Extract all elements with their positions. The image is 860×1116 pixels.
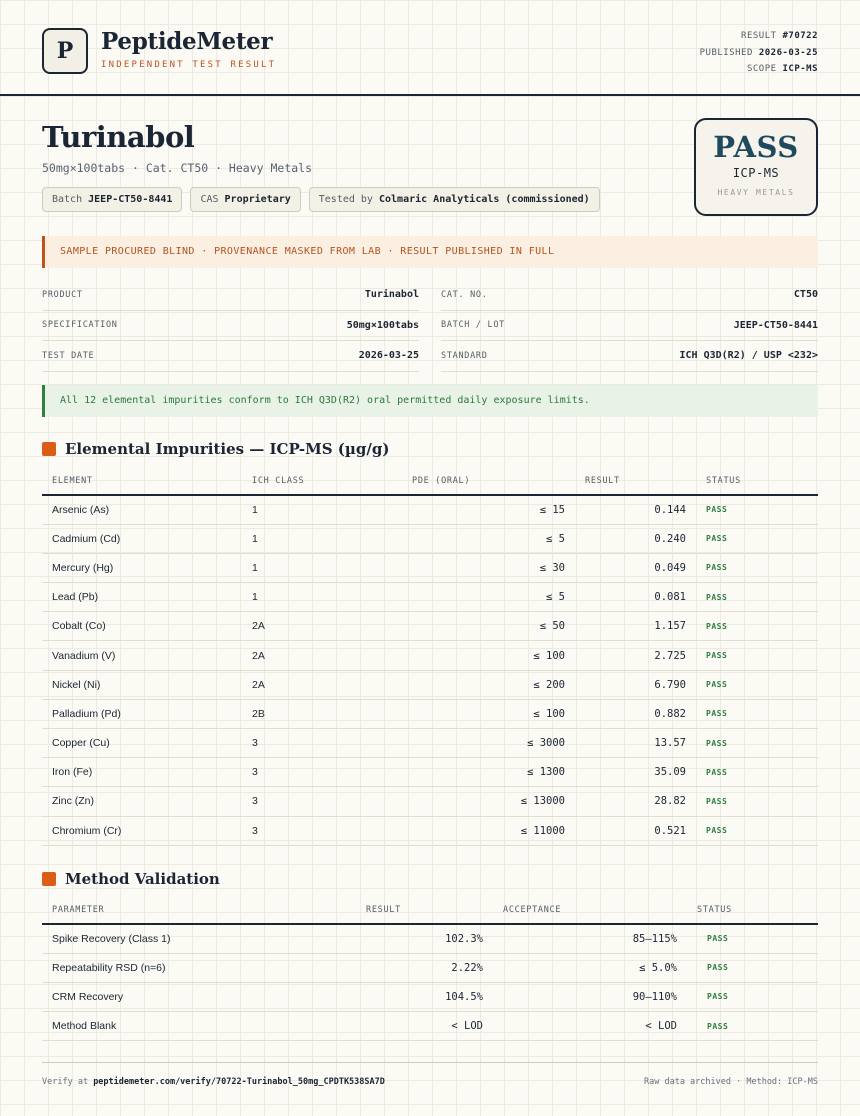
column-header: STATUS [696, 467, 818, 495]
pde-limit: ≤ 1300 [402, 758, 575, 787]
element-name: Mercury (Hg) [42, 553, 242, 582]
status-badge: PASS [696, 583, 818, 612]
section-marker-icon [42, 872, 56, 886]
info-value: Turinabol [364, 289, 419, 301]
info-value: 2026-03-25 [358, 350, 419, 362]
info-row [42, 341, 818, 372]
info-label: CAT. NO. [441, 289, 488, 300]
info-label: PRODUCT [42, 289, 83, 300]
info-label: TEST DATE [42, 350, 95, 361]
result-value: 35.09 [575, 758, 696, 787]
parameter-name: Repeatability RSD (n=6) [42, 953, 356, 982]
element-name: Cobalt (Co) [42, 612, 242, 641]
table-row [42, 982, 818, 1011]
pde-limit: ≤ 5 [402, 583, 575, 612]
product-subtitle: 50mg×100tabs · Cat. CT50 · Heavy Metals [42, 161, 313, 175]
column-header: STATUS [687, 896, 818, 924]
result-value: 28.82 [575, 787, 696, 816]
report-header [0, 0, 860, 96]
info-row [42, 311, 818, 342]
status-badge: PASS [696, 758, 818, 787]
table-row [42, 729, 818, 758]
meta-scope: SCOPE ICP-MS [746, 64, 818, 74]
table-row [42, 924, 818, 953]
result-value: 0.240 [575, 524, 696, 553]
pass-stamp [694, 118, 818, 216]
status-badge: PASS [696, 495, 818, 524]
status-badge: PASS [696, 729, 818, 758]
result-value: 0.049 [575, 553, 696, 582]
product-chips [42, 187, 600, 212]
result-value: 13.57 [575, 729, 696, 758]
status-badge: PASS [687, 953, 818, 982]
ich-class: 1 [242, 524, 402, 553]
table-header-row [42, 896, 818, 924]
column-header: PDE (ORAL) [402, 467, 575, 495]
info-value: ICH Q3D(R2) / USP <232> [679, 350, 818, 362]
pde-limit: ≤ 30 [402, 553, 575, 582]
report-meta [700, 28, 818, 78]
status-badge: PASS [696, 524, 818, 553]
result-value: 104.5% [356, 982, 493, 1011]
pde-limit: ≤ 100 [402, 699, 575, 728]
impurities-table [42, 467, 818, 846]
table-row [42, 787, 818, 816]
element-name: Palladium (Pd) [42, 699, 242, 728]
pde-limit: ≤ 5 [402, 524, 575, 553]
pde-limit: ≤ 13000 [402, 787, 575, 816]
element-name: Nickel (Ni) [42, 670, 242, 699]
element-name: Iron (Fe) [42, 758, 242, 787]
acceptance-criteria: < LOD [493, 1012, 687, 1041]
element-name: Cadmium (Cd) [42, 524, 242, 553]
chip-cas: CAS Proprietary [190, 187, 300, 212]
table-row [42, 758, 818, 787]
status-badge: PASS [696, 612, 818, 641]
section-title: Method Validation [65, 870, 220, 888]
table-row [42, 670, 818, 699]
table-header-row [42, 467, 818, 495]
status-badge: PASS [696, 641, 818, 670]
info-cell [441, 280, 818, 311]
pde-limit: ≤ 11000 [402, 816, 575, 845]
status-badge: PASS [696, 816, 818, 845]
ich-class: 3 [242, 787, 402, 816]
result-value: 2.725 [575, 641, 696, 670]
section-title: Elemental Impurities — ICP-MS (µg/g) [65, 440, 390, 458]
ich-class: 2A [242, 612, 402, 641]
status-badge: PASS [687, 1012, 818, 1041]
chip-batch: Batch JEEP-CT50-8441 [42, 187, 182, 212]
element-name: Lead (Pb) [42, 583, 242, 612]
pde-limit: ≤ 3000 [402, 729, 575, 758]
table-row [42, 612, 818, 641]
report-footer [42, 1062, 818, 1087]
acceptance-criteria: 85–115% [493, 924, 687, 953]
info-label: STANDARD [441, 350, 488, 361]
table-row [42, 583, 818, 612]
pde-limit: ≤ 50 [402, 612, 575, 641]
element-name: Vanadium (V) [42, 641, 242, 670]
product-title: Turinabol [42, 120, 195, 154]
result-value: < LOD [356, 1012, 493, 1041]
info-cell [441, 311, 818, 342]
info-label: BATCH / LOT [441, 320, 505, 331]
result-value: 102.3% [356, 924, 493, 953]
result-value: 6.790 [575, 670, 696, 699]
parameter-name: Spike Recovery (Class 1) [42, 924, 356, 953]
table-row [42, 699, 818, 728]
brand-name: PeptideMeter [101, 28, 273, 55]
meta-published: PUBLISHED 2026-03-25 [699, 47, 818, 58]
status-badge: PASS [696, 787, 818, 816]
validation-table [42, 896, 818, 1041]
acceptance-criteria: ≤ 5.0% [493, 953, 687, 982]
table-row [42, 641, 818, 670]
ich-class: 3 [242, 729, 402, 758]
table-row [42, 953, 818, 982]
parameter-name: Method Blank [42, 1012, 356, 1041]
column-header: ICH CLASS [242, 467, 402, 495]
info-value: CT50 [793, 289, 818, 301]
stamp-status: PASS [713, 130, 799, 164]
ich-class: 2B [242, 699, 402, 728]
status-badge: PASS [687, 924, 818, 953]
result-value: 0.521 [575, 816, 696, 845]
section-marker-icon [42, 442, 56, 456]
status-badge: PASS [696, 553, 818, 582]
ich-class: 1 [242, 495, 402, 524]
impurities-section-heading [42, 440, 389, 458]
ich-class: 2A [242, 670, 402, 699]
result-value: 2.22% [356, 953, 493, 982]
element-name: Chromium (Cr) [42, 816, 242, 845]
column-header: RESULT [356, 896, 493, 924]
status-badge: PASS [696, 670, 818, 699]
result-value: 1.157 [575, 612, 696, 641]
info-grid [42, 280, 818, 372]
info-cell [42, 280, 419, 311]
element-name: Arsenic (As) [42, 495, 242, 524]
info-cell [441, 341, 818, 372]
column-header: PARAMETER [42, 896, 356, 924]
stamp-method: ICP-MS [732, 166, 780, 180]
table-row [42, 1012, 818, 1041]
ich-class: 3 [242, 758, 402, 787]
ich-class: 2A [242, 641, 402, 670]
brand-tagline: INDEPENDENT TEST RESULT [101, 60, 277, 70]
pde-limit: ≤ 15 [402, 495, 575, 524]
info-label: SPECIFICATION [42, 320, 118, 331]
pde-limit: ≤ 100 [402, 641, 575, 670]
parameter-name: CRM Recovery [42, 982, 356, 1011]
chip-tested-by: Tested by Colmaric Analyticals (commissioned) [309, 187, 600, 212]
result-value: 0.144 [575, 495, 696, 524]
table-row [42, 816, 818, 845]
result-value: 0.081 [575, 583, 696, 612]
info-row [42, 280, 818, 311]
info-cell [42, 311, 419, 342]
provenance-banner: SAMPLE PROCURED BLIND · PROVENANCE MASKED FROM LAB · RESULT PUBLISHED IN FULL [42, 236, 818, 268]
logo-mark: P [42, 28, 88, 74]
table-row [42, 495, 818, 524]
validation-section-heading [42, 870, 220, 888]
pde-limit: ≤ 200 [402, 670, 575, 699]
conformance-banner: All 12 elemental impurities conform to ICH Q3D(R2) oral permitted daily exposure limits. [42, 385, 818, 417]
table-row [42, 524, 818, 553]
status-badge: PASS [696, 699, 818, 728]
ich-class: 1 [242, 583, 402, 612]
verify-link[interactable]: peptidemeter.com/verify/70722-Turinabol_50mg_CPDTK538SA7D [93, 1077, 385, 1087]
column-header: RESULT [575, 467, 696, 495]
ich-class: 1 [242, 553, 402, 582]
element-name: Zinc (Zn) [42, 787, 242, 816]
column-header: ACCEPTANCE [493, 896, 687, 924]
info-value: JEEP-CT50-8441 [733, 319, 818, 331]
stamp-note: HEAVY METALS [717, 188, 795, 197]
element-name: Copper (Cu) [42, 729, 242, 758]
column-header: ELEMENT [42, 467, 242, 495]
result-value: 0.882 [575, 699, 696, 728]
table-row [42, 553, 818, 582]
info-value: 50mg×100tabs [346, 319, 419, 331]
status-badge: PASS [687, 982, 818, 1011]
meta-result: RESULT #70722 [741, 31, 818, 41]
verify-line: Verify at peptidemeter.com/verify/70722-Turinabol_50mg_CPDTK538SA7D [42, 1077, 385, 1087]
acceptance-criteria: 90–110% [493, 982, 687, 1011]
info-cell [42, 341, 419, 372]
ich-class: 3 [242, 816, 402, 845]
archive-note: Raw data archived · Method: ICP-MS [644, 1077, 818, 1087]
